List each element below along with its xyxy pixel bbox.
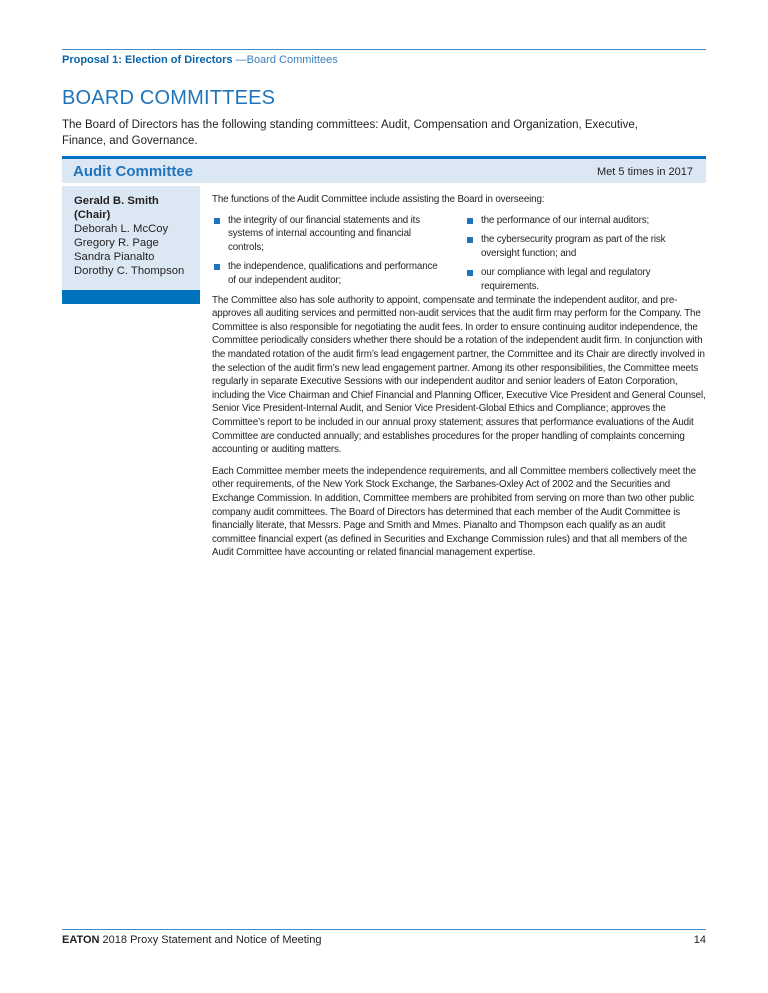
member-name: Gregory R. Page [74,237,159,249]
footer-brand: EATON [62,934,100,946]
bullet-square-icon [467,270,473,276]
member-name: Dorothy C. Thompson [74,265,185,277]
functions-lead: The functions of the Audit Committee include assisting the Board in overseeing: [212,194,545,205]
committee-title: Audit Committee [73,163,193,180]
list-item [465,266,695,293]
list-item [465,214,695,228]
member-name: Sandra Pianalto [74,251,155,263]
members-box [62,186,200,290]
committee-met-count: Met 5 times in 2017 [597,166,693,178]
bullet-square-icon [214,218,220,224]
paragraph-independence: Each Committee member meets the independence requirements, and all Committee members collectively meet the other requirements, of the New York Stock Exchange, the Sarbanes-Oxley Act of 2002 and the Securities and Exchange Commission. In addition, Committee members are prohibited from serving on more than two other public company audit committees. The Board of Directors has determined that each member of the Audit Committee is financially literate, that Messrs. Page and Smith and Mmes. Pianalto and Thompson each qualify as an audit committee financial expert (as defined in Securities and Exchange Commission rules) and that all members of the Audit Committee have accounting or related financial management expertise. [212,465,696,559]
member-chair-label: (Chair) [74,209,111,221]
list-item [212,214,442,255]
footer-document-title: 2018 Proxy Statement and Notice of Meeting [99,934,322,946]
functions-list-left [212,214,442,294]
page-number: 14 [693,934,706,946]
functions-list [212,214,706,294]
list-item-text: the integrity of our financial statements and its systems of internal accounting and financial controls; [228,214,420,253]
footer-rule [62,929,706,930]
member-name: Deborah L. McCoy [74,223,169,235]
list-item [465,233,695,260]
footer-title [62,934,321,946]
list-item-text: the performance of our internal auditors; [481,214,650,226]
running-head [62,54,338,66]
functions-list-right [465,214,695,300]
committee-header [62,156,706,183]
bullet-square-icon [467,218,473,224]
list-item [212,260,442,287]
paragraph-authority: The Committee also has sole authority to appoint, compensate and terminate the independent auditor, and pre-approves all auditing services and permitted non-audit services that the audit firm may perform for the Company. The Committee is also responsible for negotiating the audit fees. In order to ensure continuing auditor independence, the Committee periodically considers whether there should be a rotation of the independent audit firm. In conjunction with the mandated rotation of the audit firm’s lead engagement partner, the Committee and its Chair are directly involved in the selection of the audit firm’s new lead engagement partner. Among its other responsibilities, the Committee meets regularly in separate Executive Sessions with our independent auditor and senior leaders of Eaton Corporation, including the Vice Chairman and Chief Financial and Planning Officer, Executive Vice President and General Counsel, Senior Vice President-Internal Audit, and Senior Vice President-Global Ethics and Compliance; approves the Committee’s report to be included in our annual proxy statement; assures that performance evaluations of the Audit Committee are conducted annually; and establishes procedures for the proper handling of complaints concerning accounting or auditing matters. [212,294,706,456]
header-rule [62,49,706,50]
running-head-subsection: —Board Committees [232,54,338,66]
page-title: BOARD COMMITTEES [62,87,276,109]
members-accent-bar [62,290,200,304]
running-head-section: Proposal 1: Election of Directors [62,54,233,66]
committee-description [212,193,706,568]
list-item-text: the cybersecurity program as part of the risk oversight function; and [481,234,666,259]
bullet-square-icon [214,264,220,270]
member-chair-name: Gerald B. Smith [74,195,159,207]
bullet-square-icon [467,237,473,243]
list-item-text: the independence, qualifications and performance of our independent auditor; [228,261,438,286]
intro-text: The Board of Directors has the following standing committees: Audit, Compensation and Organization, Executive, Finance, and Governance. [62,119,638,147]
list-item-text: our compliance with legal and regulatory requirements. [481,267,651,292]
